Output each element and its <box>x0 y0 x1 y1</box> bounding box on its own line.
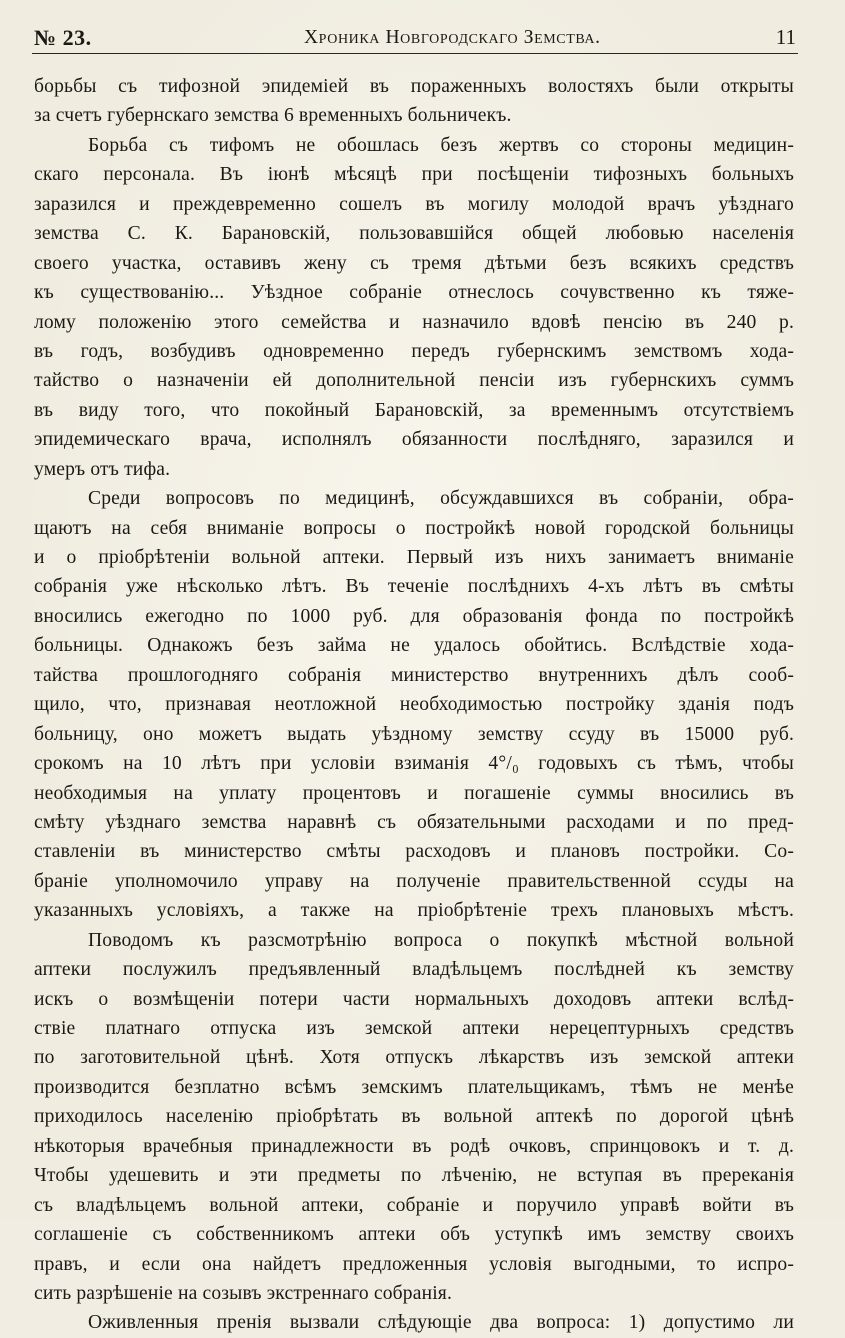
text-line: земства С. К. Барановскій, пользовавшійся общей любовью населенія <box>34 223 794 245</box>
text-line: скаго персонала. Въ іюнѣ мѣсяцѣ при посѣщеніи тифозныхъ больныхъ <box>34 164 794 186</box>
running-title: Хроника Новгородскаго Земства. <box>304 27 601 48</box>
text-line: браніе уполномочило управу на полученіе правительственной ссуды на <box>34 870 794 892</box>
text-line: производится безплатно всѣмъ земскимъ плательщикамъ, тѣмъ не менѣе <box>34 1076 794 1098</box>
text-line: и о пріобрѣтеніи вольной аптеки. Первый изъ нихъ занимаетъ вниманіе <box>34 547 794 568</box>
text-line: щило, что, признавая неотложной необходимостью постройку зданія подъ <box>34 694 794 716</box>
text-line: срокомъ на 10 лѣтъ при условіи взиманія 4°/₀ годовыхъ съ тѣмъ, чтобы <box>34 753 794 775</box>
body-text <box>34 72 794 1338</box>
text-line: искъ о возмѣщеніи потери части нормальныхъ доходовъ аптеки вслѣд- <box>34 988 794 1010</box>
text-line: въ виду того, что покойный Барановскій, за временнымъ отсутствіемъ <box>34 399 794 421</box>
page-header <box>34 22 796 56</box>
text-line: больницы. Однакожъ безъ займа не удалось обойтись. Вслѣдствіе хода- <box>34 635 794 657</box>
text-line: смѣту уѣзднаго земства наравнѣ съ обязательными расходами и по пред- <box>34 811 794 833</box>
text-line: приходилось населенію пріобрѣтать въ вольной аптекѣ по дорогой цѣнѣ <box>34 1106 794 1128</box>
text-line: за счетъ губернскаго земства 6 временныхъ больничекъ. <box>34 105 512 127</box>
text-line: ствіе платнаго отпуска изъ земской аптеки нерецептурныхъ средствъ <box>34 1018 794 1039</box>
text-line: по заготовительной цѣнѣ. Хотя отпускъ лѣкарствъ изъ земской аптеки <box>34 1047 794 1069</box>
text-line: щаютъ на себя вниманіе вопросы о постройкѣ новой городской больницы <box>34 517 794 539</box>
text-line: тайства прошлогодняго собранія министерство внутреннихъ дѣлъ сооб- <box>34 664 794 686</box>
text-line: вносились ежегодно по 1000 руб. для образованія фонда по постройкѣ <box>34 605 794 627</box>
text-line: борьбы съ тифозной эпидеміей въ пораженныхъ волостяхъ были открыты <box>34 76 794 97</box>
text-line: своего участка, оставивъ жену съ тремя дѣтьми безъ всякихъ средствъ <box>34 252 794 274</box>
text-line: Чтобы удешевить и эти предметы по лѣченію, не вступая въ пререканія <box>34 1165 794 1187</box>
text-line: собранія уже нѣсколько лѣтъ. Въ теченіе послѣднихъ 4-хъ лѣтъ въ смѣты <box>34 576 794 598</box>
text-line: лому положенію этого семейства и назначило вдовѣ пенсію въ 240 р. <box>34 311 794 333</box>
text-line: больницу, оно можетъ выдать уѣздному земству ссуду въ 15000 руб. <box>34 723 794 745</box>
paragraph-first-line: Борьба съ тифомъ не обошлась безъ жертвъ со стороны медицин- <box>88 134 794 156</box>
text-line: заразился и преждевременно сошелъ въ могилу молодой врачъ уѣзднаго <box>34 193 794 215</box>
text-line: соглашеніе съ собственникомъ аптеки объ уступкѣ имъ земству своихъ <box>34 1224 794 1246</box>
text-line: аптеки послужилъ предъявленный владѣльцемъ послѣдней къ земству <box>34 959 794 981</box>
text-line: въ годъ, возбудивъ одновременно передъ губернскимъ земствомъ хода- <box>34 340 794 362</box>
paragraph-first-line: Оживленныя пренія вызвали слѣдующіе два вопроса: 1) допустимо ли <box>88 1312 794 1334</box>
text-line: сить разрѣшеніе на созывъ экстреннаго собранія. <box>34 1282 453 1304</box>
text-line: съ владѣльцемъ вольной аптеки, собраніе и поручило управѣ войти въ <box>34 1194 794 1216</box>
text-line: къ существованію... Уѣздное собраніе отнеслось сочувственно къ тяже- <box>34 282 794 304</box>
text-line: указанныхъ условіяхъ, а также на пріобрѣтеніе трехъ плановыхъ мѣстъ. <box>34 900 794 922</box>
text-line: ставленіи въ министерство смѣты расходовъ и плановъ постройки. Со- <box>34 841 794 863</box>
page-number: 11 <box>775 25 796 49</box>
text-line: эпидемическаго врача, исполнялъ обязанности послѣдняго, заразился и <box>34 429 794 451</box>
paragraph-first-line: Поводомъ къ разсмотрѣнію вопроса о покупкѣ мѣстной вольной <box>88 929 794 951</box>
header-rule <box>32 53 798 54</box>
text-line: нѣкоторыя врачебныя принадлежности въ родѣ очковъ, спринцовокъ и т. д. <box>34 1135 794 1157</box>
text-line: правъ, и если она найдетъ предложенныя условія выгодными, то испро- <box>34 1253 794 1275</box>
issue-number: № 23. <box>34 25 92 50</box>
text-line: тайство о назначеніи ей дополнительной пенсіи изъ губернскихъ суммъ <box>34 370 794 392</box>
paragraph-first-line: Среди вопросовъ по медицинѣ, обсуждавшихся въ собраніи, обра- <box>88 488 794 510</box>
text-line: умеръ отъ тифа. <box>34 458 171 480</box>
text-line: необходимыя на уплату процентовъ и погашеніе суммы вносились въ <box>34 782 794 804</box>
